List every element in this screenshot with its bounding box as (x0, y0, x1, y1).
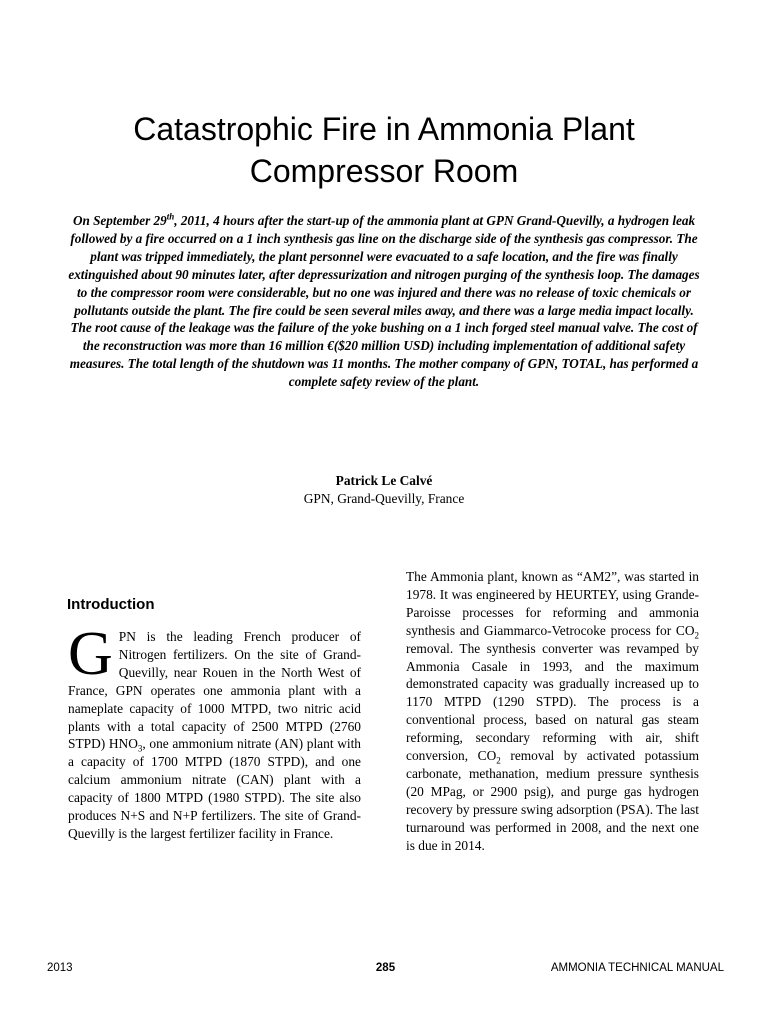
abstract (62, 212, 706, 391)
introduction-paragraph (68, 620, 362, 843)
abstract-body: , 2011, 4 hours after the start-up of the ammonia plant at GPN Grand-Quevilly, a hydrogen leak followed by a fire occurred on a 1 inch synthesis gas line on the discharge side of the synthesis gas compressor. The plant was tripped immediately, the plant personnel were evacuated to a safe location, and the fire was finally extinguished about 90 minutes later, after depressurization and nitrogen purging of the synthesis loop. The damages to the compressor room were considerable, but no one was injured and there was no release of toxic chemicals or pollutants outside the plant. The fire could be seen several miles away, and there was a large media impact locally. The root cause of the leakage was the failure of the yoke bushing on a 1 inch forged steel manual valve. The cost of the reconstruction was more than 16 million €($20 million USD) including implementation of additional safety measures. The total length of the shutdown was 11 months. The mother company of GPN, TOTAL, has performed a complete safety review of the plant. (68, 213, 700, 390)
intro-subscript: 3 (137, 744, 143, 755)
page-number: 285 (375, 962, 396, 974)
author-name: Patrick Le Calvé (335, 473, 433, 488)
title-line-2: Compressor Room (249, 153, 519, 189)
plant-subscript-1: 2 (694, 630, 699, 641)
page-title (40, 108, 728, 192)
author-affiliation: GPN, Grand-Quevilly, France (303, 491, 465, 506)
abstract-superscript: th (166, 211, 175, 222)
plant-text-2: removal. The synthesis converter was revamped by Ammonia Casale in 1993, and the maximum demonstrated capacity was gradually increased up to 1170 MTPD (1290 STPD). The process is a conventional process, based on natural gas steam reforming, secondary reforming with air, shift conversion, CO (406, 640, 699, 764)
intro-text-end: , one ammonium nitrate (AN) plant with a capacity of 1700 MTPD (1870 STPD), and one calcium ammonium nitrate (CAN) plant with a capacity of 1800 MTPD (1980 STPD). The site also produces N+S and N+P fertilizers. The site of Grand-Quevilly is the largest fertilizer facility in France. (68, 736, 362, 841)
plant-text-1: The Ammonia plant, known as “AM2”, was started in 1978. It was engineered by HEURTEY, using Grande-Paroisse processes for reforming and ammonia synthesis and Giammarco-Vetrocoke process for CO (406, 569, 699, 638)
drop-cap: G (68, 620, 113, 688)
title-line-1: Catastrophic Fire in Ammonia Plant (133, 111, 635, 147)
plant-subscript-2: 2 (496, 755, 501, 766)
plant-text-3: removal by activated potassium carbonate, methanation, medium pressure synthesis (20 MPag, or 2900 psig), and purge gas hydrogen recovery by pressure swing adsorption (PSA). The last turnaround was performed in 2008, and the next one is due in 2014. (406, 748, 699, 853)
plant-description-paragraph (406, 568, 699, 855)
abstract-start: On September 29 (72, 213, 167, 228)
intro-text: PN is the leading French producer of Nitrogen fertilizers. On the site of Grand-Quevilly, near Rouen in the North West of France, GPN operates one ammonia plant with a nameplate capacity of 1000 MTPD, two nitric acid plants with a total capacity of 2500 MTPD (2760 STPD) HNO (68, 629, 361, 752)
footer-year: 2013 (47, 962, 73, 974)
section-heading-introduction: Introduction (67, 596, 155, 613)
footer-publication: AMMONIA TECHNICAL MANUAL (550, 962, 724, 974)
page-footer (47, 962, 724, 978)
